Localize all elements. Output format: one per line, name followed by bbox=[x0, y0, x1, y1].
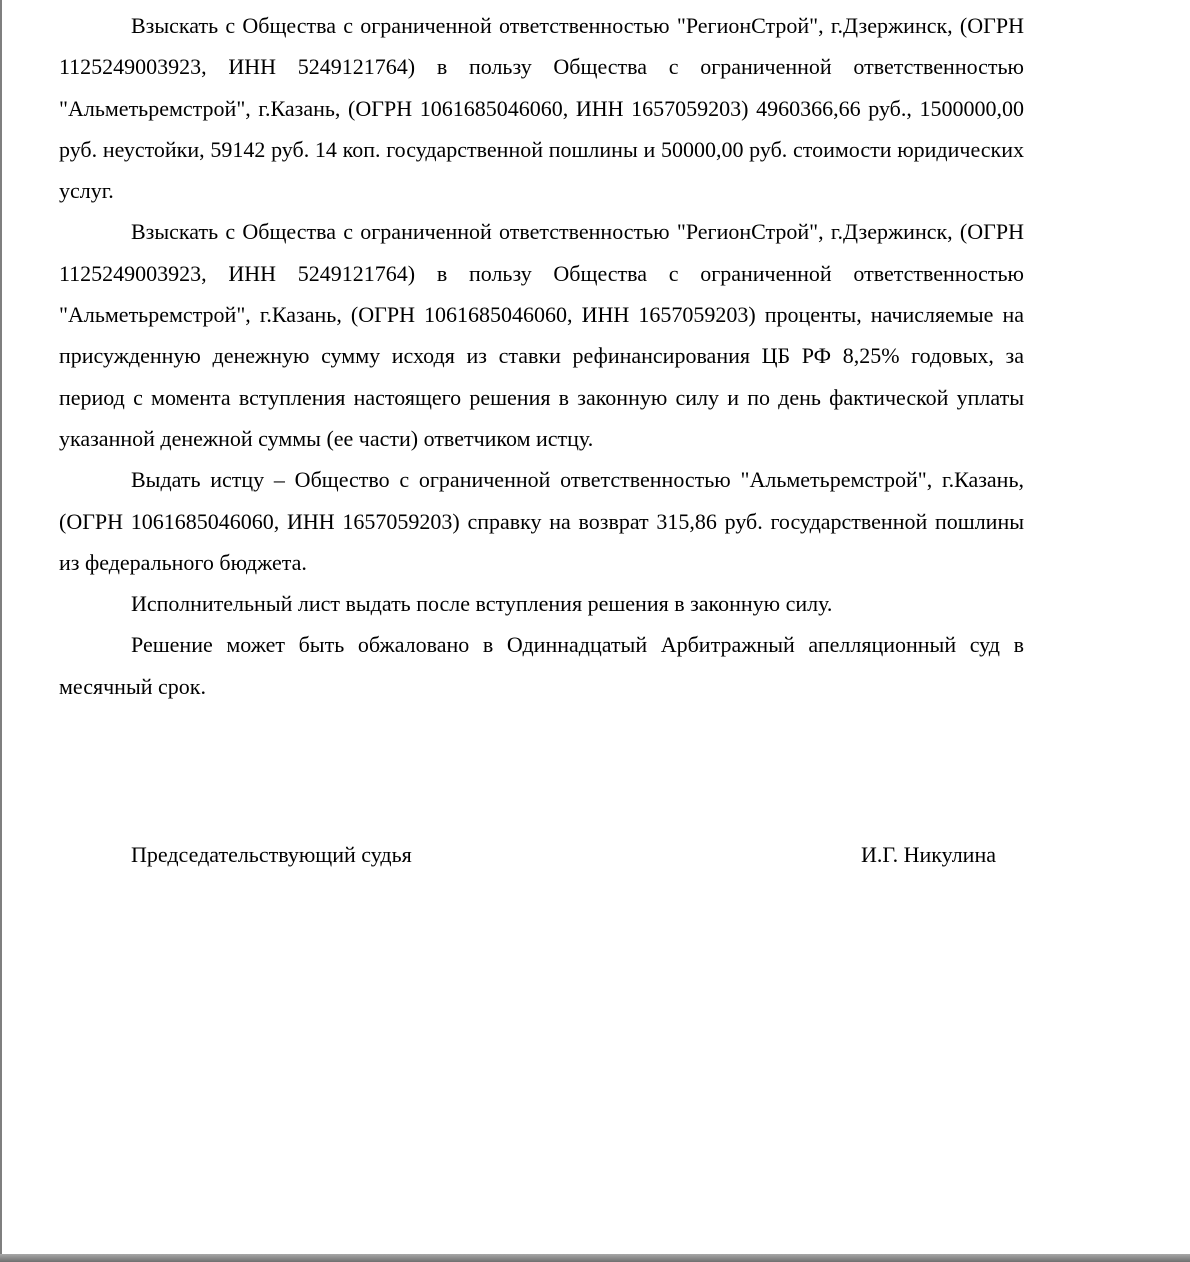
paragraph-recovery-interest: Взыскать с Общества с ограниченной ответственностью "РегионСтрой", г.Дзержинск, (ОГРН 1125249003923, ИНН 5249121764) в пользу Общества с ограниченной ответственностью "Альметьремстрой", г.Казань, (ОГРН 1061685046060, ИНН 1657059203) проценты, начисляемые на присужденную денежную сумму исходя из ставки рефинансирования ЦБ РФ 8,25% годовых, за период с момента вступления настоящего решения в законную силу и по день фактической уплаты указанной денежной суммы (ее части) ответчиком истцу. bbox=[59, 219, 1024, 451]
paragraph-writ-of-execution: Исполнительный лист выдать после вступления решения в законную силу. bbox=[131, 591, 833, 617]
viewer-bottom-edge bbox=[0, 1254, 1190, 1262]
document-body bbox=[59, 5, 1024, 707]
paragraph-recovery-debt: Взыскать с Общества с ограниченной ответственностью "РегионСтрой", г.Дзержинск, (ОГРН 1125249003923, ИНН 5249121764) в пользу Общества с ограниченной ответственностью "Альметьремстрой", г.Казань, (ОГРН 1061685046060, ИНН 1657059203) 4960366,66 руб., 1500000,00 руб. неустойки, 59142 руб. 14 коп. государственной пошлины и 50000,00 руб. стоимости юридических услуг. bbox=[59, 13, 1024, 204]
signature-name: И.Г. Никулина bbox=[861, 842, 996, 867]
paragraph-appeal-notice: Решение может быть обжаловано в Одиннадцатый Арбитражный апелляционный суд в месячный срок. bbox=[59, 632, 1024, 699]
paragraph-fee-refund: Выдать истцу – Общество с ограниченной ответственностью "Альметьремстрой", г.Казань, (ОГРН 1061685046060, ИНН 1657059203) справку на возврат 315,86 руб. государственной пошлины из федерального бюджета. bbox=[59, 467, 1024, 575]
signature-block bbox=[59, 834, 996, 875]
document-page bbox=[2, 0, 1190, 1254]
signature-role: Председательствующий судья bbox=[131, 842, 412, 867]
